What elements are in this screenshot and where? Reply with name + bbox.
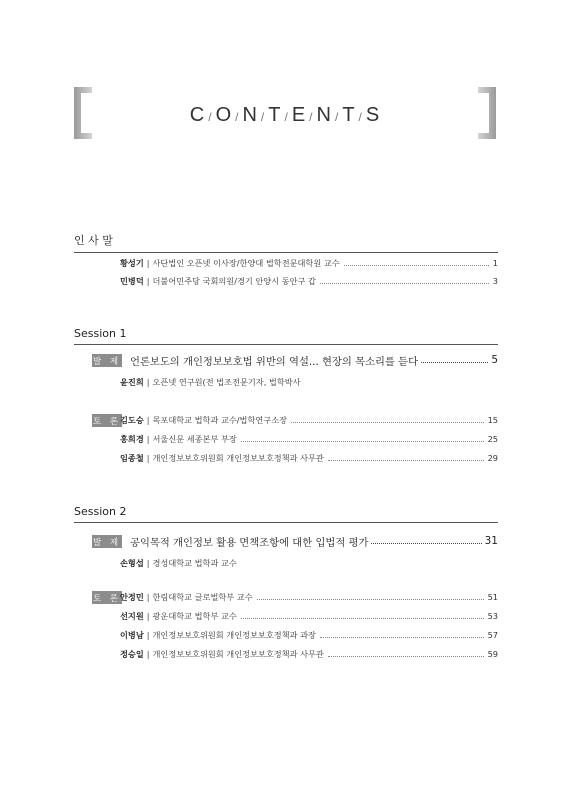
presenter-name: 손형섭 bbox=[120, 557, 144, 568]
entry-page: 5 bbox=[491, 354, 498, 366]
contents-title: C / O / N / T / E / N / T / S bbox=[189, 104, 381, 126]
entry-page: 51 bbox=[487, 592, 498, 602]
presentation-title: 언론보도의 개인정보보호법 위반의 역설... 현장의 목소리를 듣다 bbox=[130, 355, 419, 368]
entry-page: 15 bbox=[487, 415, 498, 425]
entry-name: 선지원 bbox=[120, 610, 144, 621]
toc-entry[interactable]: 황성기 | 사단법인 오픈넷 이사장/한양대 법학전문대학원 교수 1 bbox=[120, 257, 498, 268]
toc-presentation-entry[interactable] bbox=[130, 533, 498, 549]
greeting-heading: 인 사 말 bbox=[74, 232, 498, 253]
toc-entry[interactable]: 이병남 | 개인정보보호위원회 개인정보보호정책과 과장 57 bbox=[120, 629, 498, 640]
title-letter: N bbox=[316, 104, 332, 126]
entry-name: 홍희경 bbox=[120, 433, 144, 444]
title-letter: N bbox=[242, 104, 258, 126]
presenter-name: 윤진희 bbox=[120, 376, 144, 387]
entry-name: 이병남 bbox=[120, 629, 144, 640]
discussion-tag: 토 론 bbox=[92, 414, 122, 427]
toc-entry[interactable]: 민병덕 | 더불어민주당 국회의원/경기 안양시 동안구 갑 3 bbox=[120, 275, 498, 286]
presenter-affiliation: 오픈넷 연구원(전 법조전문기자, 법학박사 bbox=[152, 376, 301, 387]
entry-page: 59 bbox=[487, 649, 498, 659]
toc-entry[interactable]: 김도승 | 목포대학교 법학과 교수/법학연구소장 15 bbox=[120, 414, 498, 425]
title-letter: O bbox=[215, 104, 233, 126]
toc-entry[interactable]: 정승일 | 개인정보보호위원회 개인정보보호정책과 사무관 59 bbox=[120, 648, 498, 659]
session1-heading: Session 1 bbox=[74, 327, 498, 345]
presentation-tag: 발 제 bbox=[92, 354, 122, 367]
toc-entry[interactable]: 안정민 | 한림대학교 글로벌학부 교수 51 bbox=[120, 591, 498, 602]
entry-affiliation: 개인정보보호위원회 개인정보보호정책과 사무관 bbox=[152, 648, 324, 659]
presenter-affiliation: 경성대학교 법학과 교수 bbox=[152, 557, 237, 568]
entry-page: 31 bbox=[484, 535, 498, 547]
title-letter: S bbox=[365, 104, 381, 126]
entry-name: 임종철 bbox=[120, 452, 144, 463]
entry-affiliation: 서울신문 세종본부 부장 bbox=[152, 433, 237, 444]
entry-affiliation: 개인정보보호위원회 개인정보보호정책과 과장 bbox=[152, 629, 316, 640]
entry-affiliation: 사단법인 오픈넷 이사장/한양대 법학전문대학원 교수 bbox=[152, 257, 340, 268]
entry-affiliation: 한림대학교 글로벌학부 교수 bbox=[152, 591, 253, 602]
entry-page: 53 bbox=[487, 611, 498, 621]
session2-heading: Session 2 bbox=[74, 505, 498, 523]
title-letter: T bbox=[268, 104, 282, 126]
entry-page: 1 bbox=[492, 258, 498, 268]
discussion-tag: 토 론 bbox=[92, 591, 122, 604]
title-letter: E bbox=[291, 104, 307, 126]
presenter-line: 손형섭 | 경성대학교 법학과 교수 bbox=[120, 557, 237, 568]
toc-entry[interactable]: 홍희경 | 서울신문 세종본부 부장 25 bbox=[120, 433, 498, 444]
entry-name: 민병덕 bbox=[120, 275, 144, 286]
presentation-tag: 발 제 bbox=[92, 535, 122, 548]
entry-affiliation: 광운대학교 법학부 교수 bbox=[152, 610, 237, 621]
toc-entry[interactable]: 임종철 | 개인정보보호위원회 개인정보보호정책과 사무관 29 bbox=[120, 452, 498, 463]
presentation-title: 공익목적 개인정보 활용 면책조항에 대한 입법적 평가 bbox=[130, 536, 369, 549]
entry-name: 김도승 bbox=[120, 414, 144, 425]
entry-page: 25 bbox=[487, 434, 498, 444]
toc-entry[interactable]: 선지원 | 광운대학교 법학부 교수 53 bbox=[120, 610, 498, 621]
entry-affiliation: 개인정보보호위원회 개인정보보호정책과 사무관 bbox=[152, 452, 324, 463]
entry-page: 57 bbox=[487, 630, 498, 640]
entry-page: 3 bbox=[492, 276, 498, 286]
presenter-line: 윤진희 | 오픈넷 연구원(전 법조전문기자, 법학박사 bbox=[120, 376, 301, 387]
entry-affiliation: 더불어민주당 국회의원/경기 안양시 동안구 갑 bbox=[152, 275, 316, 286]
entry-name: 정승일 bbox=[120, 648, 144, 659]
toc-presentation-entry[interactable] bbox=[130, 352, 498, 368]
entry-page: 29 bbox=[487, 453, 498, 463]
entry-name: 안정민 bbox=[120, 591, 144, 602]
title-letter: C bbox=[189, 104, 206, 126]
title-letter: T bbox=[342, 104, 356, 126]
entry-affiliation: 목포대학교 법학과 교수/법학연구소장 bbox=[152, 414, 288, 425]
entry-name: 황성기 bbox=[120, 257, 144, 268]
